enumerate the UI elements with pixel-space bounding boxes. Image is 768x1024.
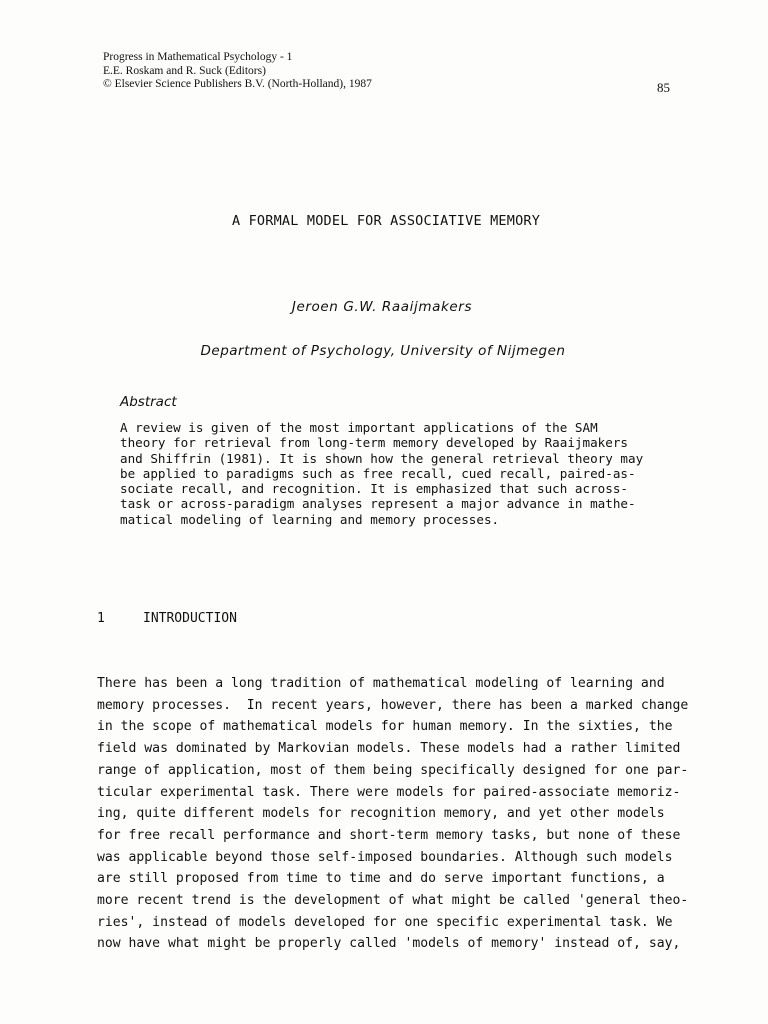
section-heading: [97, 611, 237, 626]
publisher-line: © Elsevier Science Publishers B.V. (North-Holland), 1987: [103, 78, 372, 90]
series-line: Progress in Mathematical Psychology - 1: [103, 51, 293, 63]
body-line: in the scope of mathematical models for human memory. In the sixties, the: [97, 719, 673, 735]
body-line: memory processes. In recent years, however, there has been a marked change: [97, 697, 689, 713]
body-line: for free recall performance and short-term memory tasks, but none of these: [97, 827, 681, 843]
author-name: Jeroen G.W. Raaijmakers: [291, 299, 473, 315]
abstract-line: and Shiffrin (1981). It is shown how the general retrieval theory may: [120, 450, 644, 466]
abstract-body: [120, 420, 660, 527]
body-line: ries', instead of models developed for one specific experimental task. We: [97, 914, 673, 930]
body-text: [97, 673, 689, 955]
body-line: are still proposed from time to time and do serve important functions, a: [97, 871, 665, 887]
body-line: now have what might be properly called 'models of memory' instead of, say,: [97, 936, 681, 952]
abstract-line: task or across-paradigm analyses represent a major advance in mathe-: [120, 496, 636, 512]
body-line: field was dominated by Markovian models. These models had a rather limited: [97, 741, 681, 757]
abstract-line: sociate recall, and recognition. It is emphasized that such across-: [120, 481, 628, 497]
paper-title: A FORMAL MODEL FOR ASSOCIATIVE MEMORY: [231, 213, 541, 229]
author-affiliation: Department of Psychology, University of Nijmegen: [200, 343, 566, 359]
body-line: ing, quite different models for recognition memory, and yet other models: [97, 806, 665, 822]
abstract-line: be applied to paradigms such as free recall, cued recall, paired-as-: [120, 465, 636, 481]
section-number: 1: [97, 611, 105, 626]
body-line: range of application, most of them being specifically designed for one par-: [97, 762, 689, 778]
abstract-heading: Abstract: [120, 394, 177, 410]
abstract-line: A review is given of the most important applications of the SAM: [120, 420, 598, 435]
section-title: INTRODUCTION: [143, 611, 237, 626]
publication-header: [103, 51, 372, 92]
abstract-line: theory for retrieval from long-term memory developed by Raaijmakers: [120, 435, 628, 451]
body-line: was applicable beyond those self-imposed boundaries. Although such models: [97, 849, 673, 865]
abstract-line: matical modeling of learning and memory processes.: [120, 511, 500, 527]
body-line: There has been a long tradition of mathematical modeling of learning and: [97, 676, 665, 691]
editors-line: E.E. Roskam and R. Suck (Editors): [103, 64, 266, 77]
page-number: 85: [657, 80, 670, 95]
body-line: ticular experimental task. There were models for paired-associate memoriz-: [97, 784, 681, 800]
body-line: more recent trend is the development of what might be called 'general theo-: [97, 893, 689, 909]
